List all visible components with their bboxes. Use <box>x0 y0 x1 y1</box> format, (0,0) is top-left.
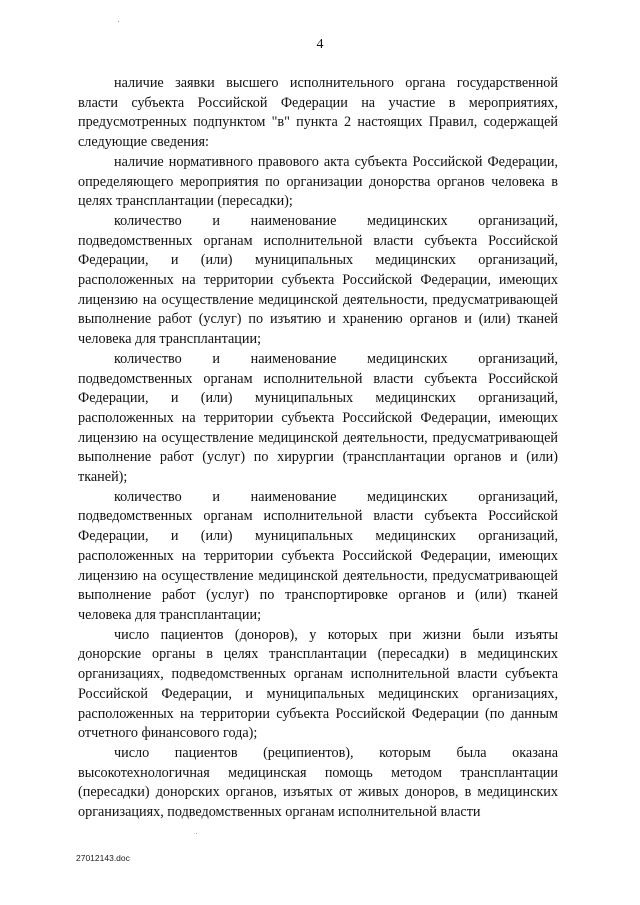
file-name-footer: 27012143.doc <box>76 853 130 863</box>
paragraph-organizations-surgery: количество и наименование медицинских организаций, подведомственных органам исполнительной власти субъекта Российской Федерации, и (или) муниципальных медицинских организаций, расположенных на территории субъекта Российской Федерации, имеющих лицензию на осуществление медицинской деятельности, предусматривающей выполнение работ (услуг) по хирургии (трансплантации органов и (или) тканей); <box>78 350 558 486</box>
paragraph-organizations-transport: количество и наименование медицинских организаций, подведомственных органам исполнительной власти субъекта Российской Федерации, и (или) муниципальных медицинских организаций, расположенных на территории субъекта Российской Федерации, имеющих лицензию на осуществление медицинской деятельности, предусматривающей выполнение работ (услуг) по транспортировке органов и (или) тканей человека для трансплантации; <box>78 488 558 623</box>
scan-speck <box>196 833 197 834</box>
paragraph-recipient-count: число пациентов (реципиентов), которым была оказана высокотехнологичная медицинская помощь методом трансплантации (пересадки) донорских органов, изъятых от живых доноров, в медицинских организациях, подведомственных органам исполнительной власти <box>78 744 558 821</box>
paragraph-organizations-harvesting: количество и наименование медицинских организаций, подведомственных органам исполнительной власти субъекта Российской Федерации, и (или) муниципальных медицинских организаций, расположенных на территории субъекта Российской Федерации, имеющих лицензию на осуществление медицинской деятельности, предусматривающей выполнение работ (услуг) по изъятию и хранению органов и (или) тканей человека для трансплантации; <box>78 212 558 348</box>
scan-speck <box>118 21 119 22</box>
paragraph-regulatory-act: наличие нормативного правового акта субъекта Российской Федерации, определяющего мероприятия по организации донорства органов человека в целях трансплантации (пересадки); <box>78 153 558 210</box>
paragraph-donor-count: число пациентов (доноров), у которых при жизни были изъяты донорские органы в целях трансплантации (пересадки) в медицинских организациях, подведомственных органам исполнительной власти субъекта Российской Федерации, и муниципальных медицинских организациях, расположенных на территории субъекта Российской Федерации (по данным отчетного финансового года); <box>78 626 558 742</box>
page-number: 4 <box>316 37 324 52</box>
paragraph-application-request: наличие заявки высшего исполнительного органа государственной власти субъекта Российской Федерации на участие в мероприятиях, предусмотренных подпунктом "в" пункта 2 настоящих Правил, содержащей следующие сведения: <box>78 75 558 151</box>
document-body <box>78 74 558 823</box>
